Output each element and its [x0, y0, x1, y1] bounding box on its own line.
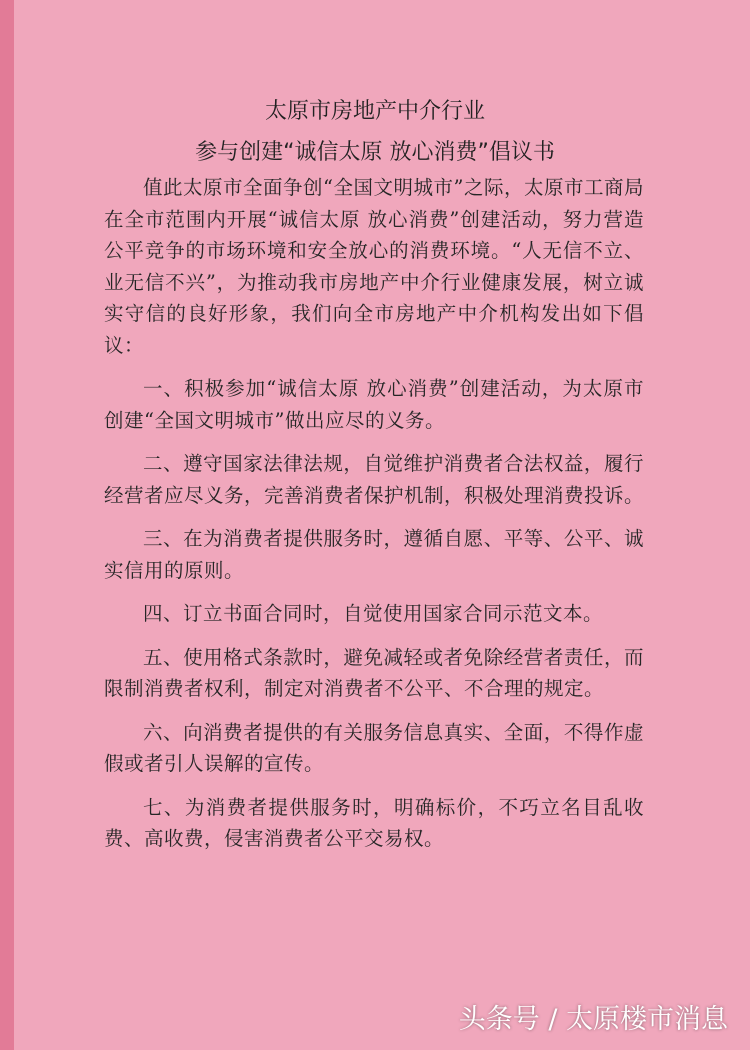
proposal-4: 四、订立书面合同时，自觉使用国家合同示范文本。 — [143, 602, 604, 625]
proposal-7: 七、为消费者提供服务时，明确标价，不巧立名目乱收费、高收费，侵害消费者公平交易权。 — [104, 795, 644, 850]
proposal-5: 五、使用格式条款时，避免减轻或者免除经营者责任，而限制消费者权利，制定对消费者不公平、不合理的规定。 — [104, 645, 644, 700]
source-watermark: 头条号 / 太原楼市消息 — [458, 1004, 728, 1035]
document-title-line-2: 参与创建“诚信太原 放心消费”倡议书 — [195, 140, 555, 165]
document-body — [104, 172, 644, 855]
proposal-2: 二、遵守国家法律法规，自觉维护消费者合法权益，履行经营者应尽义务，完善消费者保护机制，积极处理消费投诉。 — [104, 452, 645, 507]
intro-paragraph: 值此太原市全面争创“全国文明城市”之际，太原市工商局在全市范围内开展“诚信太原 放心消费”创建活动，努力营造公平竞争的市场环境和安全放心的消费环境。“人无信不立、业无信不兴”，为推动我市房地产中介行业健康发展，树立诚实守信的良好形象，我们向全市房地产中介机构发出如下倡议： — [104, 176, 644, 357]
proposal-6: 六、向消费者提供的有关服务信息真实、全面，不得作虚假或者引人误解的宣传。 — [104, 720, 644, 775]
proposal-3: 三、在为消费者提供服务时，遵循自愿、平等、公平、诚实信用的原则。 — [104, 527, 644, 582]
document-title-line-1: 太原市房地产中介行业 — [264, 99, 485, 124]
proposal-1: 一、积极参加“诚信太原 放心消费”创建活动，为太原市创建“全国文明城市”做出应尽的义务。 — [104, 377, 644, 432]
